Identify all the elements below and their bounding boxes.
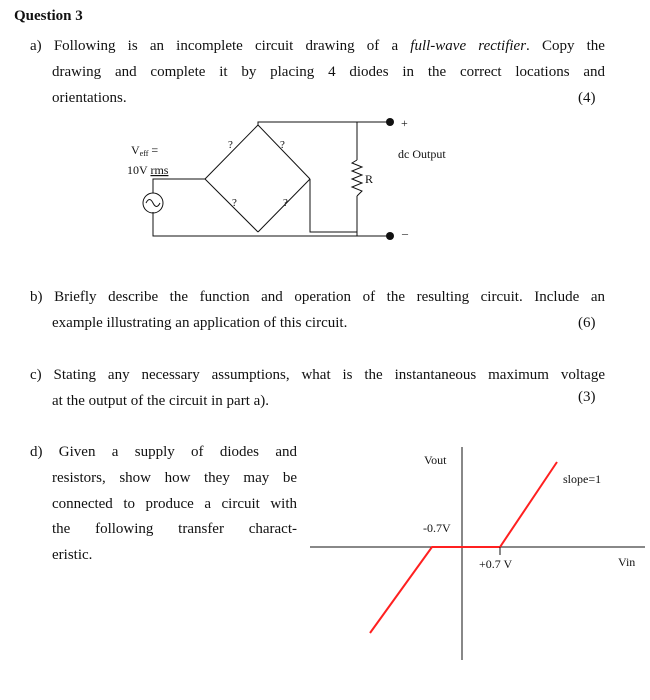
- resistor-label: R: [365, 172, 374, 186]
- part-a-marks: (4): [578, 90, 596, 106]
- vout-label: Vout: [424, 453, 447, 467]
- part-d-line4: the following transfer charact-: [52, 521, 297, 537]
- part-a-line3: orientations.: [52, 90, 127, 106]
- dc-output-label: dc Output: [398, 147, 446, 161]
- pos-threshold-label: +0.7 V: [479, 557, 513, 571]
- part-d-line2: resistors, show how they may be: [52, 470, 297, 486]
- plus-sign: +: [401, 116, 408, 130]
- part-b-line2: example illustrating an application of this circuit.: [52, 315, 348, 331]
- neg-threshold-label: -0.7V: [423, 521, 451, 535]
- diode-unknown-1: ?: [228, 139, 233, 151]
- part-d-line5: eristic.: [52, 547, 93, 563]
- diode-unknown-2: ?: [280, 139, 285, 151]
- part-a-line1-em: full-wave rectifier: [410, 38, 527, 54]
- diode-unknown-3: ?: [232, 197, 237, 209]
- diode-unknown-4: ?: [283, 197, 288, 209]
- part-c-line2: at the output of the circuit in part a).: [52, 393, 270, 409]
- part-a-line2: drawing and complete it by placing 4 diodes in the correct locations and: [52, 64, 605, 80]
- vrms-val: 10V: [127, 163, 151, 177]
- part-b-line1: b) Briefly describe the function and operation of the resulting circuit. Include an: [30, 289, 605, 305]
- minus-sign: –: [402, 226, 408, 240]
- veff-sub: eff: [139, 149, 149, 158]
- slope-label: slope=1: [563, 472, 602, 486]
- veff-eq: =: [148, 143, 159, 157]
- part-c-line1: c) Stating any necessary assumptions, what is the instantaneous maximum voltage: [30, 367, 605, 383]
- part-c-marks: (3): [578, 389, 596, 405]
- veff-v: V: [131, 143, 140, 157]
- vin-label: Vin: [618, 555, 636, 569]
- part-a-line1-pre: a) Following is an incomplete circuit drawing of a: [30, 38, 411, 54]
- vrms-unit: rms: [150, 163, 169, 177]
- part-d-line3: connected to produce a circuit with: [52, 496, 297, 512]
- part-d-line1: d) Given a supply of diodes and: [30, 444, 297, 460]
- part-b-marks: (6): [578, 315, 596, 331]
- question-title: Question 3: [14, 8, 83, 24]
- part-a-line1-post: . Copy the: [526, 38, 605, 54]
